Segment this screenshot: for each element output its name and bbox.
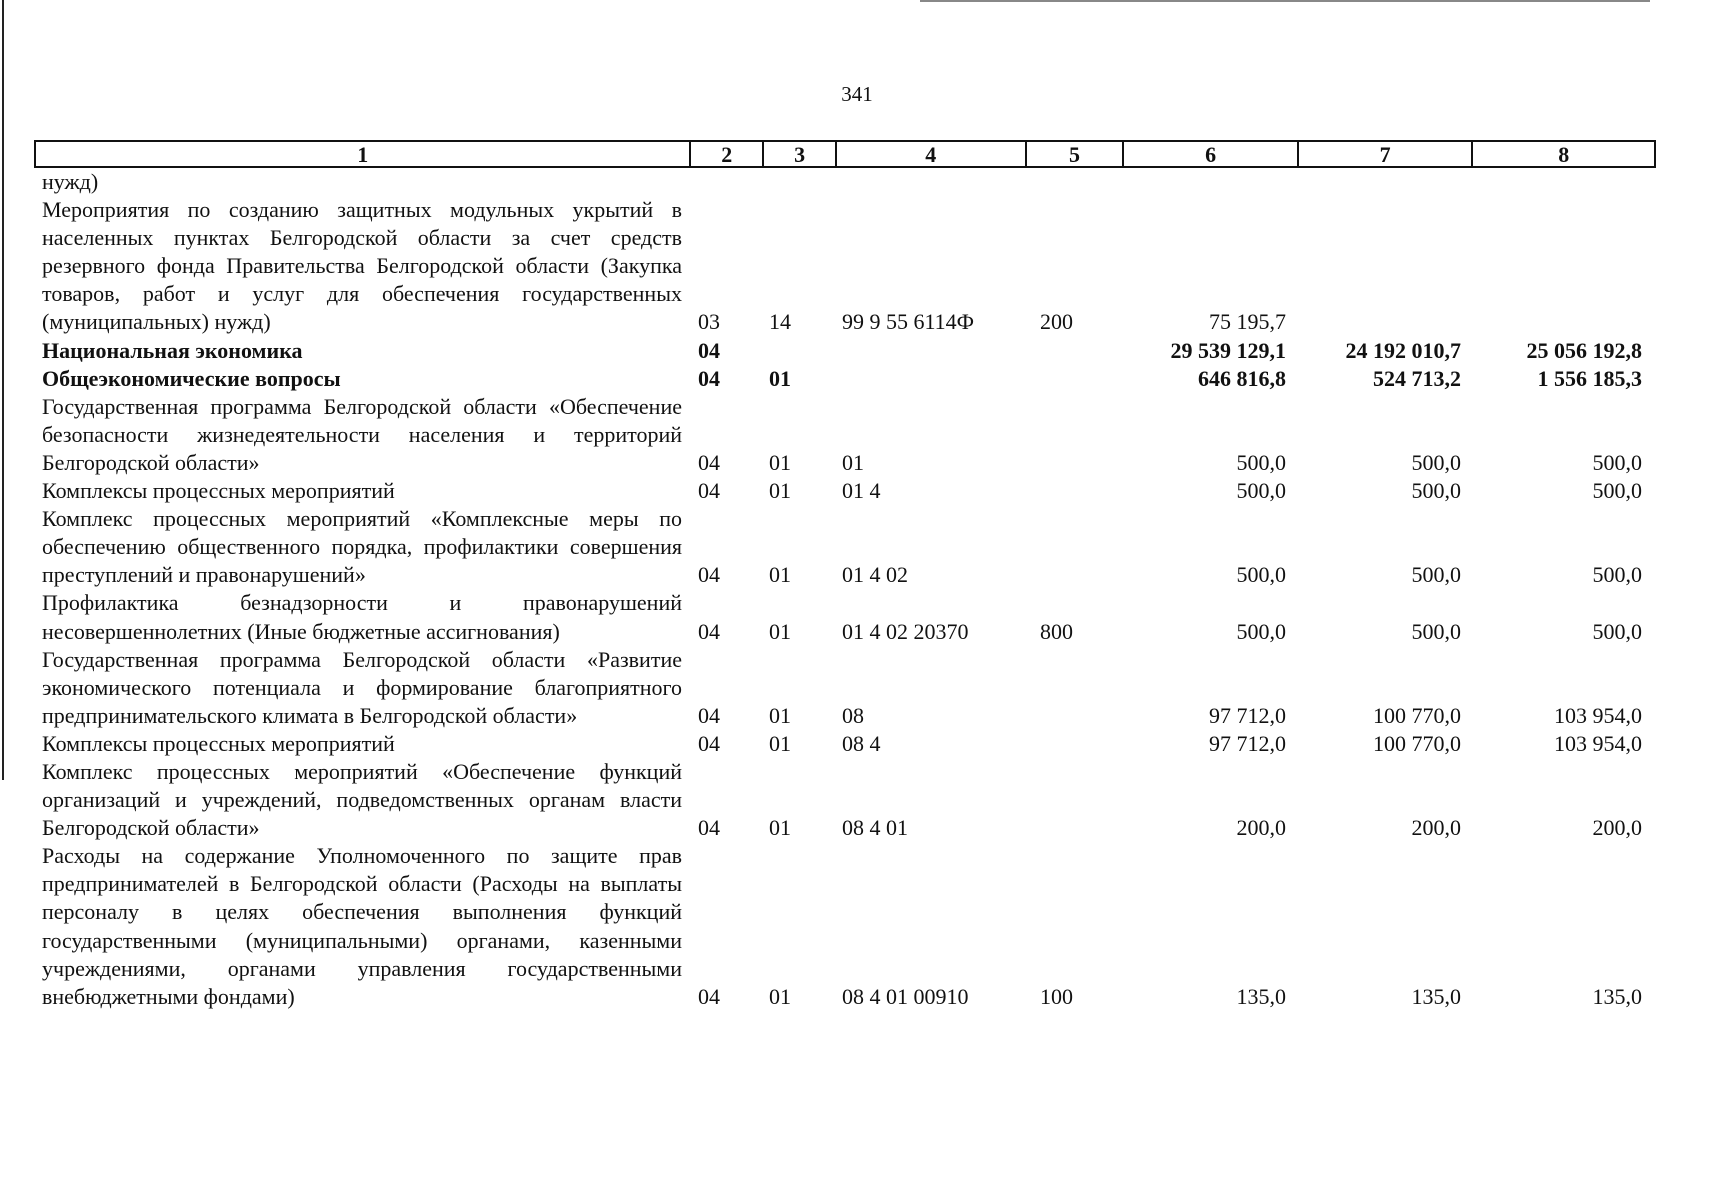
page-number: 341 — [841, 82, 873, 106]
row-subsection-code: 01 — [769, 702, 791, 728]
header-col-8: 8 — [1558, 142, 1570, 167]
row-amount-col-7: 200,0 — [1411, 815, 1461, 841]
row-description: Государственная программа Белгородской области «Обеспечение безопасности жизнедеятельности населения и территорий Белгородской области» — [42, 393, 682, 475]
row-description: Комплексы процессных мероприятий — [42, 478, 395, 504]
row-target-article: 01 4 02 — [842, 562, 908, 588]
row-amount-col-6: 97 712,0 — [1209, 730, 1286, 756]
row-amount-col-8: 500,0 — [1592, 618, 1642, 644]
row-amount-col-8: 200,0 — [1592, 815, 1642, 841]
row-amount-col-7: 135,0 — [1411, 983, 1461, 1009]
row-description: Мероприятия по созданию защитных модульных укрытий в населенных пунктах Белгородской области за счет средств резервного фонда Правительства Белгородской области (Закупка товаров, работ и услуг для обеспечения государственных (муниципальных) нужд) — [42, 197, 682, 335]
header-col-2: 2 — [691, 142, 764, 166]
row-amount-col-6: 135,0 — [1236, 983, 1286, 1009]
row-amount-col-7: 524 713,2 — [1373, 365, 1461, 391]
row-section-code: 04 — [698, 449, 720, 475]
row-subsection-code: 01 — [769, 562, 791, 588]
row-subsection-code: 01 — [769, 478, 791, 504]
row-description: Профилактика безнадзорности и правонарушений несовершеннолетних (Иные бюджетные ассигнования) — [42, 590, 682, 644]
row-amount-col-8: 103 954,0 — [1554, 702, 1642, 728]
header-col-6: 6 — [1124, 142, 1299, 166]
row-section-code: 04 — [698, 562, 720, 588]
row-amount-col-6: 500,0 — [1236, 618, 1286, 644]
row-section-code: 04 — [698, 730, 720, 756]
row-amount-col-6: 500,0 — [1236, 562, 1286, 588]
row-amount-col-8: 500,0 — [1592, 449, 1642, 475]
row-section-code: 04 — [698, 365, 720, 391]
row-expense-type: 800 — [1040, 618, 1073, 644]
table-row — [42, 196, 1656, 336]
row-target-article: 01 4 02 20370 — [842, 618, 969, 644]
row-description: Общеэкономические вопросы — [42, 365, 341, 391]
row-description: Комплекс процессных мероприятий «Обеспечение функций организаций и учреждений, подведомственных органам власти Белгородской области» — [42, 758, 682, 841]
row-description: Государственная программа Белгородской области «Развитие экономического потенциала и формирование благоприятного предпринимательского климата в Белгородской области» — [42, 646, 682, 728]
row-section-code: 04 — [698, 618, 720, 644]
row-target-article: 01 — [842, 449, 864, 475]
table-row — [42, 393, 1656, 477]
row-subsection-code: 01 — [769, 815, 791, 841]
table-body — [42, 168, 1656, 1011]
row-section-code: 03 — [698, 309, 720, 335]
row-amount-col-7: 500,0 — [1411, 478, 1461, 504]
row-subsection-code: 01 — [769, 449, 791, 475]
row-subsection-code: 01 — [769, 983, 791, 1009]
row-target-article: 08 4 — [842, 730, 881, 756]
row-amount-col-8: 103 954,0 — [1554, 730, 1642, 756]
row-amount-col-6: 29 539 129,1 — [1170, 337, 1286, 363]
table-row — [42, 646, 1656, 730]
row-description: Комплексы процессных мероприятий — [42, 730, 395, 756]
row-section-code: 04 — [698, 815, 720, 841]
row-amount-col-7: 500,0 — [1411, 449, 1461, 475]
row-section-code: 04 — [698, 702, 720, 728]
header-col-7: 7 — [1299, 142, 1474, 166]
row-target-article: 01 4 — [842, 478, 881, 504]
row-amount-col-7: 100 770,0 — [1373, 702, 1461, 728]
table-row — [42, 758, 1656, 842]
table-row — [42, 589, 1656, 645]
row-subsection-code: 01 — [769, 365, 791, 391]
row-subsection-code: 14 — [769, 309, 791, 335]
row-section-code: 04 — [698, 478, 720, 504]
header-col-4: 4 — [837, 142, 1027, 166]
row-amount-col-8: 1 556 185,3 — [1537, 365, 1642, 391]
row-subsection-code: 01 — [769, 730, 791, 756]
row-amount-col-7: 500,0 — [1411, 618, 1461, 644]
row-expense-type: 100 — [1040, 983, 1073, 1009]
table-row — [42, 730, 1656, 758]
table-row — [42, 168, 1656, 196]
row-amount-col-6: 75 195,7 — [1209, 309, 1286, 335]
row-section-code: 04 — [698, 983, 720, 1009]
table-row — [42, 365, 1656, 393]
table-row — [42, 842, 1656, 1011]
row-amount-col-7: 100 770,0 — [1373, 730, 1461, 756]
header-col-1: 1 — [36, 142, 691, 166]
row-expense-type: 200 — [1040, 309, 1073, 335]
row-amount-col-7: 500,0 — [1411, 562, 1461, 588]
table-header — [34, 140, 1656, 168]
row-section-code: 04 — [698, 337, 720, 363]
row-amount-col-6: 500,0 — [1236, 449, 1286, 475]
table-row — [42, 505, 1656, 589]
row-amount-col-8: 500,0 — [1592, 562, 1642, 588]
header-col-5: 5 — [1027, 142, 1125, 166]
row-amount-col-8: 25 056 192,8 — [1526, 337, 1642, 363]
row-target-article: 08 4 01 — [842, 815, 908, 841]
header-col-3: 3 — [764, 142, 837, 166]
page-edge-left — [2, 0, 4, 780]
row-description: Национальная экономика — [42, 337, 303, 363]
row-description: Комплекс процессных мероприятий «Комплексные меры по обеспечению общественного порядка, профилактики совершения преступлений и правонарушений» — [42, 506, 682, 588]
row-description: нужд) — [42, 169, 99, 194]
table-row — [42, 477, 1656, 505]
row-target-article: 99 9 55 6114Ф — [842, 309, 975, 335]
row-description: Расходы на содержание Уполномоченного по защите прав предпринимателей в Белгородской области (Расходы на выплаты персоналу в целях обеспечения выполнения функций государственными (муниципальными) органами, казенными учреждениями, органами управления государственными внебюджетными фондами) — [42, 843, 682, 1009]
row-amount-col-6: 200,0 — [1236, 815, 1286, 841]
page-edge-top — [920, 0, 1650, 2]
row-amount-col-7: 24 192 010,7 — [1345, 337, 1461, 363]
row-subsection-code: 01 — [769, 618, 791, 644]
row-target-article: 08 — [842, 702, 864, 728]
row-amount-col-8: 135,0 — [1592, 983, 1642, 1009]
row-target-article: 08 4 01 00910 — [842, 983, 969, 1009]
row-amount-col-6: 646 816,8 — [1198, 365, 1286, 391]
row-amount-col-6: 97 712,0 — [1209, 702, 1286, 728]
row-amount-col-6: 500,0 — [1236, 478, 1286, 504]
row-amount-col-8: 500,0 — [1592, 478, 1642, 504]
table-row — [42, 337, 1656, 365]
